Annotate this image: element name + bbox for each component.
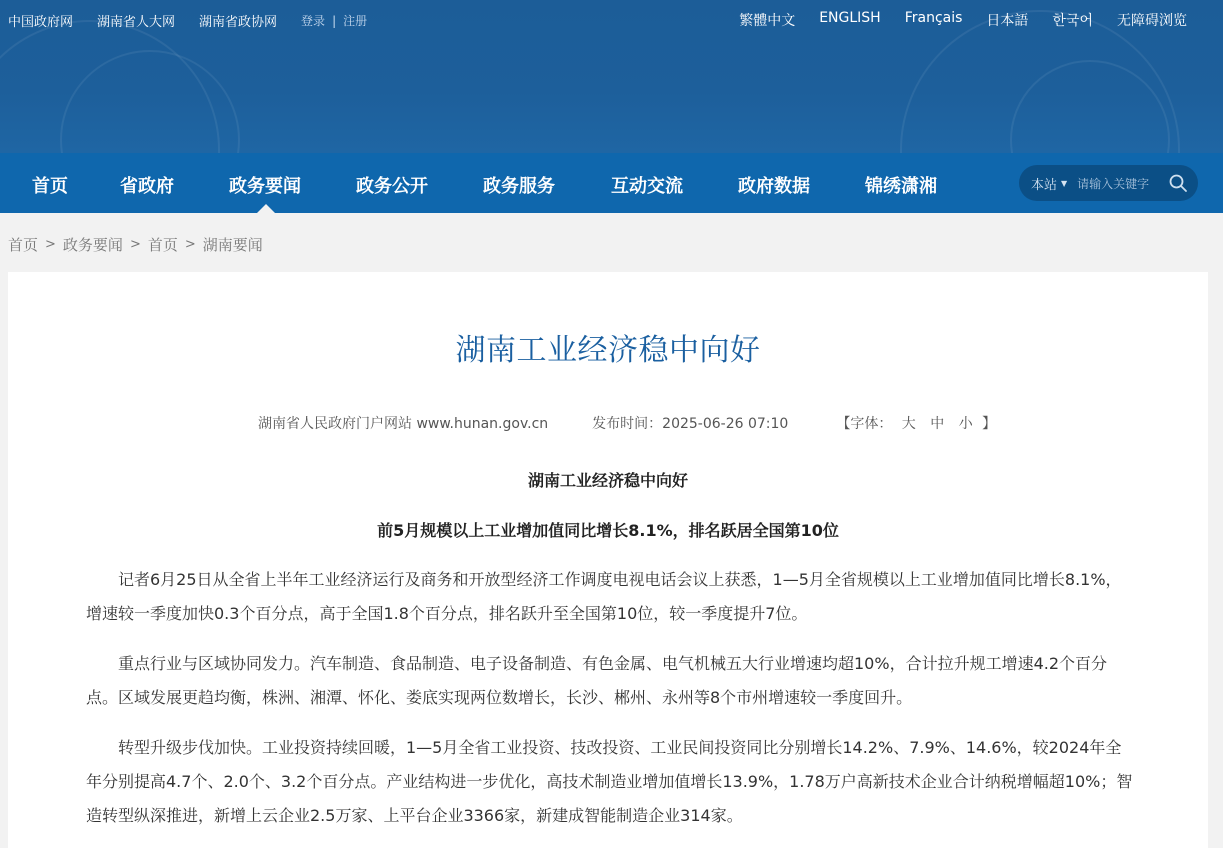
auth-links (301, 12, 367, 29)
language-links (715, 10, 1187, 30)
publish-time (592, 413, 788, 433)
search-scope-select[interactable] (1031, 174, 1067, 193)
nav-item-government-data[interactable]: 政府数据 (738, 176, 810, 197)
article-paragraph: 记者6月25日从全省上半年工业经济运行及商务和开放型经济工作调度电视电话会议上获悉，1—5月全省规模以上工业增加值同比增长8.1%，增速较一季度加快0.3个百分点，高于全国1.8个百分点，排名跃升至全国第10位，较一季度提升7位。 (86, 570, 1122, 623)
font-size-medium-button[interactable]: 中 (930, 416, 945, 432)
login-link[interactable]: 登录 (301, 14, 326, 28)
nav-item-government-news[interactable]: 政务要闻 (229, 176, 301, 197)
search-input[interactable]: 请输入关键字 (1077, 176, 1150, 191)
breadcrumb (8, 234, 263, 255)
breadcrumb-home-2[interactable]: 首页 (147, 236, 178, 254)
auth-separator: | (332, 13, 337, 28)
font-size-large-button[interactable]: 大 (901, 416, 916, 432)
active-nav-indicator (257, 204, 275, 213)
article-paragraph: 转型升级步伐加快。工业投资持续回暖，1—5月全省工业投资、技改投资、工业民间投资同比分别增长14.2%、7.9%、14.6%，较2024年全年分别提高4.7个、2.0个、3.2个百分点。产业结构进一步优化，高技术制造业增加值增长13.9%，1.78万户高新技术企业合计纳税增幅超10%；智造转型纵深推进，新增上云企业2.5万家、上平台企业3366家，新建成智能制造企业314家。 (86, 738, 1133, 825)
link-gov-cn[interactable]: 中国政府网 (8, 15, 74, 30)
accessibility-link[interactable]: 无障碍浏览 (1117, 13, 1187, 29)
nav-item-provincial-government[interactable]: 省政府 (120, 176, 174, 197)
article-subheading: 前5月规模以上工业增加值同比增长8.1%，排名跃居全国第10位 (377, 521, 839, 540)
nav-item-government-services[interactable]: 政务服务 (483, 176, 555, 197)
nav-item-home[interactable]: 首页 (32, 176, 68, 197)
breadcrumb-hunan-news[interactable]: 湖南要闻 (202, 236, 263, 254)
caret-down-icon: ▼ (1061, 178, 1068, 188)
font-size-open: 【字体： (836, 416, 893, 432)
breadcrumb-separator: > (45, 237, 56, 252)
nav-item-splendid-hunan[interactable]: 锦绣潇湘 (865, 176, 937, 197)
article-title: 湖南工业经济稳中向好 (455, 333, 761, 368)
nav-item-interaction[interactable]: 互动交流 (611, 176, 683, 197)
font-size-small-button[interactable]: 小 (958, 416, 973, 432)
article-container (8, 272, 1208, 848)
top-bar (0, 0, 1223, 40)
article-meta (258, 413, 996, 433)
lang-korean[interactable]: 한국어 (1052, 13, 1093, 29)
publish-time-value: 2025-06-26 07:10 (662, 416, 789, 432)
header-banner (0, 0, 1223, 153)
publish-time-label: 发布时间： (592, 416, 663, 432)
font-size-control (836, 413, 996, 433)
font-size-close: 】 (982, 416, 997, 432)
article-source: 湖南省人民政府门户网站 www.hunan.gov.cn (258, 416, 549, 432)
lang-japanese[interactable]: 日本語 (986, 13, 1029, 29)
lang-english[interactable]: ENGLISH (819, 10, 881, 26)
breadcrumb-separator: > (184, 237, 196, 252)
breadcrumb-home[interactable]: 首页 (8, 236, 39, 254)
search-icon[interactable] (1168, 173, 1188, 193)
search-scope-label: 本站 (1031, 177, 1058, 193)
lang-traditional-chinese[interactable]: 繁體中文 (739, 13, 796, 29)
link-npc-hunan[interactable]: 湖南省人大网 (97, 15, 176, 30)
register-link[interactable]: 注册 (343, 14, 368, 28)
breadcrumb-government-news[interactable]: 政务要闻 (62, 236, 123, 254)
article-paragraph: 重点行业与区域协同发力。汽车制造、食品制造、电子设备制造、有色金属、电气机械五大行业增速均超10%，合计拉升规工增速4.2个百分点。区域发展更趋均衡，株洲、湘潭、怀化、娄底实现两位数增长，长沙、郴州、永州等8个市州增速较一季度回升。 (86, 654, 1108, 707)
article-subtitle: 湖南工业经济稳中向好 (527, 471, 688, 490)
lang-french[interactable]: Français (904, 10, 963, 26)
breadcrumb-separator: > (129, 237, 141, 252)
nav-item-government-affairs-open[interactable]: 政务公开 (356, 176, 428, 197)
link-cppcc-hunan[interactable]: 湖南省政协网 (199, 15, 278, 30)
search-box[interactable] (1019, 165, 1198, 201)
top-links-left (8, 11, 367, 30)
